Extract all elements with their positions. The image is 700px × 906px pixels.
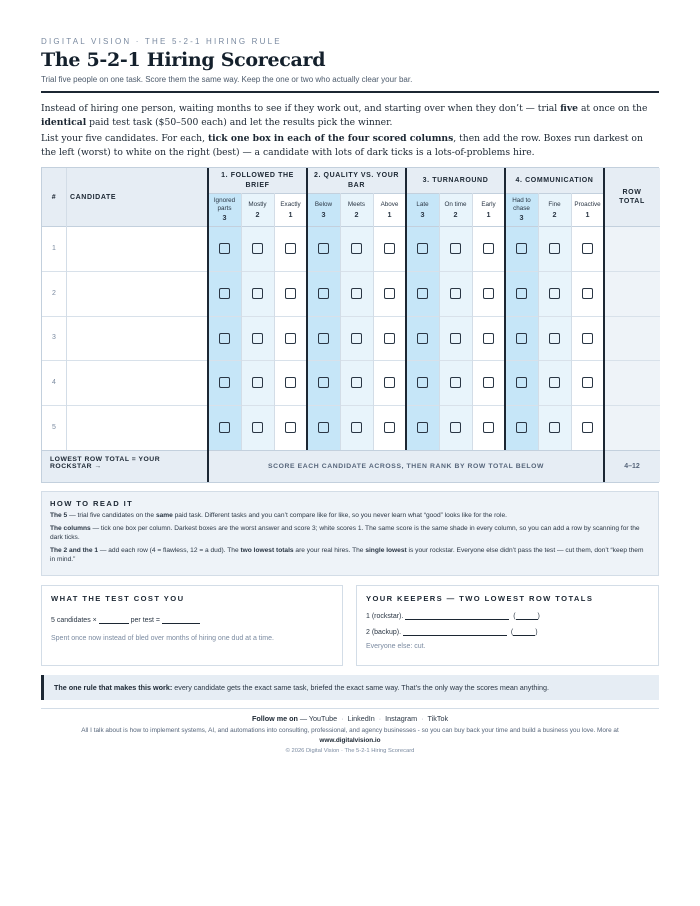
subheader-points: 1	[486, 209, 491, 219]
group-divider-thick	[405, 168, 407, 450]
footer-divider	[41, 708, 659, 709]
score-checkbox[interactable]	[384, 288, 395, 299]
score-checkbox[interactable]	[450, 422, 461, 433]
test-cost-box	[41, 585, 343, 666]
score-checkbox[interactable]	[417, 333, 428, 344]
subheader-1-3	[274, 193, 307, 226]
score-checkbox[interactable]	[252, 333, 263, 344]
score-checkbox[interactable]	[549, 243, 560, 254]
subheader-label: Exactly	[280, 201, 301, 208]
group-header-1: 1. FOLLOWED THE BRIEF	[221, 171, 294, 189]
score-checkbox[interactable]	[318, 422, 329, 433]
score-column-shade	[439, 193, 472, 450]
group-divider-thick	[306, 168, 308, 450]
subheader-2-2	[340, 193, 373, 226]
column-divider	[373, 193, 374, 450]
copyright: © 2026 Digital Vision · The 5-2-1 Hiring Scorecard	[285, 748, 415, 754]
footer-blurb: All I talk about is how to implement systems, AI, and automations into consulting, professional, and agency businesses - so you can buy back your time and build a business you love. More at	[81, 727, 619, 734]
row-number: 4	[52, 379, 56, 387]
score-checkbox[interactable]	[252, 288, 263, 299]
subheader-1-1	[208, 193, 241, 226]
score-column-shade	[241, 193, 274, 450]
subheader-3-2	[439, 193, 472, 226]
test-cost-formula: 5 candidates × per test =	[51, 616, 333, 624]
score-checkbox[interactable]	[252, 377, 263, 388]
score-column-shade	[373, 193, 406, 450]
scorecard-table	[41, 167, 659, 483]
column-divider	[274, 193, 275, 450]
group-header-2: 2. QUALITY VS. YOUR BAR	[313, 171, 400, 189]
page-title: The 5-2-1 Hiring Scorecard	[41, 49, 326, 71]
number-header: #	[51, 193, 57, 201]
test-cost-title: WHAT THE TEST COST YOU	[51, 594, 185, 603]
score-column-shade	[307, 193, 340, 450]
score-checkbox[interactable]	[549, 377, 560, 388]
score-checkbox[interactable]	[582, 333, 593, 344]
backup-name-field[interactable]	[403, 628, 507, 636]
score-checkbox[interactable]	[582, 422, 593, 433]
score-checkbox[interactable]	[549, 333, 560, 344]
group-divider-thick	[504, 168, 506, 450]
score-checkbox[interactable]	[318, 377, 329, 388]
rockstar-name-field[interactable]	[405, 612, 509, 620]
score-checkbox[interactable]	[351, 377, 362, 388]
cost-total-field[interactable]	[162, 616, 200, 624]
score-checkbox[interactable]	[219, 377, 230, 388]
score-checkbox[interactable]	[384, 422, 395, 433]
score-column-shade	[208, 193, 241, 450]
rockstar-score-field[interactable]	[516, 612, 538, 620]
footer-rockstar-note: LOWEST ROW TOTAL = YOUR ROCKSTAR →	[50, 456, 161, 470]
eyebrow: DIGITAL VISION · THE 5-2-1 HIRING RULE	[41, 37, 282, 46]
subheader-points: 3	[321, 209, 326, 219]
column-divider	[340, 193, 341, 450]
score-column-shade	[538, 193, 571, 450]
score-checkbox[interactable]	[483, 288, 494, 299]
subheader-points: 1	[387, 209, 392, 219]
keeper-rockstar-line: 1 (rockstar). ( )	[366, 613, 540, 620]
tiktok-link[interactable]: TikTok	[427, 714, 449, 723]
score-column-shade	[274, 193, 307, 450]
subheader-points: 3	[519, 213, 524, 223]
score-column-shade	[472, 193, 505, 450]
subheader-4-2	[538, 193, 571, 226]
score-column-shade	[340, 193, 373, 450]
group-header-4: 4. COMMUNICATION	[515, 176, 594, 184]
linkedin-link[interactable]: LinkedIn	[347, 714, 375, 723]
score-checkbox[interactable]	[219, 288, 230, 299]
score-checkbox[interactable]	[285, 288, 296, 299]
keepers-box	[356, 585, 659, 666]
score-checkbox[interactable]	[483, 243, 494, 254]
score-checkbox[interactable]	[384, 377, 395, 388]
score-checkbox[interactable]	[318, 243, 329, 254]
intro-paragraph-2: List your five candidates. For each, tick one box in each of the four scored columns, then add the row. Boxes run darkest on the left (worst) to white on the right (best) — a candidate with lots of dark ticks is a lots-of-problems hire.	[41, 133, 643, 158]
score-column-shade	[406, 193, 439, 450]
score-checkbox[interactable]	[351, 243, 362, 254]
score-checkbox[interactable]	[516, 377, 527, 388]
subheader-points: 3	[420, 209, 425, 219]
row-total-field[interactable]	[604, 405, 660, 450]
score-checkbox[interactable]	[483, 422, 494, 433]
score-checkbox[interactable]	[483, 333, 494, 344]
keepers-title: YOUR KEEPERS — TWO LOWEST ROW TOTALS	[366, 594, 594, 603]
num-divider	[66, 168, 67, 450]
follow-line: Follow me on — YouTube · LinkedIn · Instagram · TikTok	[251, 714, 449, 723]
score-checkbox[interactable]	[582, 288, 593, 299]
subheader-1-2	[241, 193, 274, 226]
score-checkbox[interactable]	[285, 333, 296, 344]
column-divider	[241, 193, 242, 450]
row-divider	[42, 316, 660, 317]
row-total-header: ROW TOTAL	[619, 189, 645, 205]
subheader-label: Below	[314, 201, 333, 208]
intro-paragraph-1: Instead of hiring one person, waiting months to see if they work out, and starting over when they don’t — trial five at once on the identical paid test task ($50–500 each) and let the results pick the winner.	[41, 103, 648, 128]
instagram-link[interactable]: Instagram	[385, 714, 418, 723]
score-checkbox[interactable]	[582, 243, 593, 254]
how-to-read-line-1: The 5 — trial five candidates on the same paid task. Different tasks and you can’t compare like for like, so you never learn what “good” looks like for the role.	[50, 512, 507, 519]
subheader-points: 1	[288, 209, 293, 219]
candidate-header: CANDIDATE	[70, 193, 117, 201]
subheader-label: Ignored parts	[213, 197, 236, 212]
score-checkbox[interactable]	[450, 243, 461, 254]
subheader-label: On time	[444, 201, 467, 208]
score-checkbox[interactable]	[351, 422, 362, 433]
group-divider-thick	[603, 168, 605, 482]
score-checkbox[interactable]	[318, 288, 329, 299]
header-divider	[42, 226, 660, 227]
candidate-name-field[interactable]	[66, 271, 208, 316]
score-checkbox[interactable]	[384, 333, 395, 344]
subheader-points: 2	[354, 209, 359, 219]
score-checkbox[interactable]	[219, 243, 230, 254]
row-total-field[interactable]	[604, 226, 660, 271]
row-number: 2	[52, 289, 56, 297]
subheader-2-3	[373, 193, 406, 226]
one-rule-banner: The one rule that makes this work: every candidate gets the exact same task, briefed the exact same way. That’s the only way the scores mean anything.	[41, 675, 659, 700]
subheader-points: 2	[552, 209, 557, 219]
subheader-label: Late	[416, 201, 429, 208]
row-total-field[interactable]	[604, 271, 660, 316]
score-checkbox[interactable]	[285, 243, 296, 254]
subheader-label: Fine	[548, 201, 561, 208]
column-divider	[439, 193, 440, 450]
score-checkbox[interactable]	[417, 377, 428, 388]
row-divider	[42, 271, 660, 272]
website-link[interactable]: www.digitalvision.io	[319, 737, 381, 744]
how-to-read-panel	[41, 491, 659, 576]
score-checkbox[interactable]	[351, 288, 362, 299]
score-checkbox[interactable]	[417, 288, 428, 299]
subheader-points: 1	[585, 209, 590, 219]
subheader-label: Proactive	[574, 201, 601, 208]
youtube-link[interactable]: YouTube	[308, 714, 338, 723]
candidate-name-field[interactable]	[66, 316, 208, 361]
how-to-read-line-3: The 2 and the 1 — add each row (4 = flawless, 12 = a dud). The two lowest totals are your real hires. The single lowest is your rockstar. Everyone else didn’t pass the test — cut them, don’t “keep them in mind.”	[50, 546, 644, 563]
subheader-label: Mostly	[248, 201, 267, 208]
how-to-read-title: HOW TO READ IT	[50, 499, 134, 508]
score-checkbox[interactable]	[516, 333, 527, 344]
how-to-read-line-2: The columns — tick one box per column. Darkest boxes are the worst answer and score 3; white scores 1. The same score is the same shade in every column, so you can add a row by scanning for the dark ticks.	[50, 524, 640, 541]
row-total-field[interactable]	[604, 316, 660, 361]
score-checkbox[interactable]	[285, 377, 296, 388]
score-checkbox[interactable]	[483, 377, 494, 388]
subheader-label: Early	[481, 201, 496, 208]
subheader-3-3	[472, 193, 505, 226]
group-header-3: 3. TURNAROUND	[422, 176, 489, 184]
keeper-backup-line: 2 (backup). ( )	[366, 629, 538, 636]
subheader-label: Above	[380, 201, 399, 208]
score-checkbox[interactable]	[219, 422, 230, 433]
subheader-2-1	[307, 193, 340, 226]
page-subtitle: Trial five people on one task. Score them the same way. Keep the one or two who actually clear your bar.	[41, 75, 413, 84]
keepers-note: Everyone else: cut.	[366, 643, 426, 650]
score-checkbox[interactable]	[450, 333, 461, 344]
subheader-3-1	[406, 193, 439, 226]
row-total-field[interactable]	[604, 360, 660, 405]
subheader-points: 3	[222, 213, 227, 223]
score-checkbox[interactable]	[549, 422, 560, 433]
row-number: 1	[52, 244, 56, 252]
column-divider	[571, 193, 572, 450]
score-checkbox[interactable]	[318, 333, 329, 344]
score-checkbox[interactable]	[219, 333, 230, 344]
subheader-4-1	[505, 193, 538, 226]
score-checkbox[interactable]	[516, 243, 527, 254]
group-divider-thick	[207, 168, 209, 482]
column-divider	[538, 193, 539, 450]
score-checkbox[interactable]	[384, 243, 395, 254]
score-checkbox[interactable]	[252, 243, 263, 254]
footer-instruction: SCORE EACH CANDIDATE ACROSS, THEN RANK BY ROW TOTAL BELOW	[267, 462, 545, 470]
score-checkbox[interactable]	[417, 422, 428, 433]
candidate-name-field[interactable]	[66, 405, 208, 450]
score-column-shade	[505, 193, 538, 450]
backup-score-field[interactable]	[513, 628, 535, 636]
subheader-label: Had to chase	[512, 197, 531, 212]
row-divider	[42, 360, 660, 361]
subheader-points: 2	[453, 209, 458, 219]
row-number: 5	[52, 424, 56, 432]
score-checkbox[interactable]	[516, 422, 527, 433]
row-divider	[42, 405, 660, 406]
header-divider	[41, 91, 659, 93]
score-checkbox[interactable]	[417, 243, 428, 254]
subheader-points: 2	[255, 209, 260, 219]
candidate-name-field[interactable]	[66, 226, 208, 271]
score-checkbox[interactable]	[252, 422, 263, 433]
column-divider	[472, 193, 473, 450]
candidate-name-field[interactable]	[66, 360, 208, 405]
subheader-4-3	[571, 193, 604, 226]
subheader-label: Meets	[347, 201, 366, 208]
score-checkbox[interactable]	[351, 333, 362, 344]
score-checkbox[interactable]	[516, 288, 527, 299]
score-checkbox[interactable]	[285, 422, 296, 433]
cost-per-test-field[interactable]	[99, 616, 129, 624]
score-checkbox[interactable]	[450, 377, 461, 388]
score-column-shade	[571, 193, 604, 450]
score-checkbox[interactable]	[450, 288, 461, 299]
score-checkbox[interactable]	[582, 377, 593, 388]
score-checkbox[interactable]	[549, 288, 560, 299]
footer-score-range: 4–12	[624, 462, 640, 470]
row-number: 3	[52, 334, 56, 342]
test-cost-note: Spent once now instead of bled over months of hiring one dud at a time.	[51, 635, 274, 642]
